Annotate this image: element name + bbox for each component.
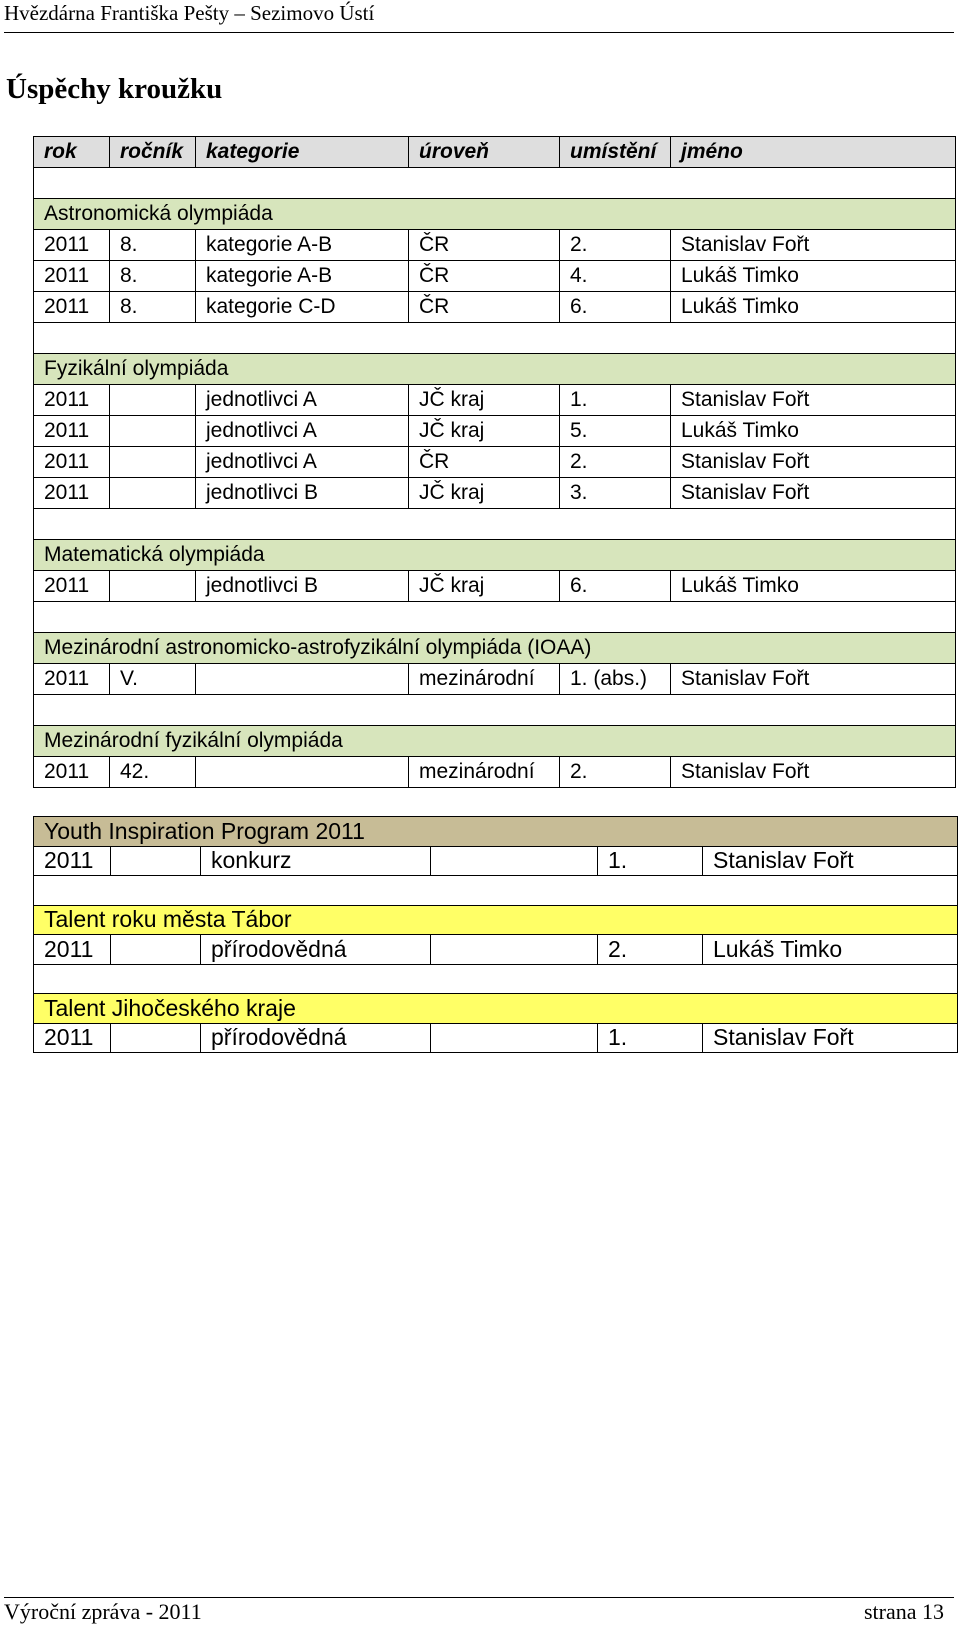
footer-rule xyxy=(4,1597,954,1598)
cell-name: Stanislav Fořt xyxy=(671,757,956,788)
spacer-row xyxy=(34,509,956,540)
spacer-row xyxy=(34,323,956,354)
table-row xyxy=(34,571,956,602)
table-header-row xyxy=(34,137,956,168)
cell-place: 4. xyxy=(560,261,671,292)
cell-name: Lukáš Timko xyxy=(671,292,956,323)
cell-year: 2011 xyxy=(34,261,110,292)
cell-name: Stanislav Fořt xyxy=(671,447,956,478)
cell-level: ČR xyxy=(409,230,560,261)
spacer-row xyxy=(34,876,958,906)
cell-grade xyxy=(110,447,196,478)
award-header-row xyxy=(34,817,958,847)
cell-name: Stanislav Fořt xyxy=(671,478,956,509)
cell-grade xyxy=(110,478,196,509)
column-header: úroveň xyxy=(409,137,560,168)
cell-level: ČR xyxy=(409,261,560,292)
cell-name: Stanislav Fořt xyxy=(671,230,956,261)
section-title: Mezinárodní fyzikální olympiáda xyxy=(34,726,956,757)
section-header-row xyxy=(34,540,956,571)
cell-level: JČ kraj xyxy=(409,571,560,602)
cell-year: 2011 xyxy=(34,230,110,261)
footer-page-number: strana 13 xyxy=(863,1599,944,1624)
cell-category: konkurz xyxy=(201,846,431,876)
table-row xyxy=(34,385,956,416)
cell-grade: V. xyxy=(110,664,196,695)
cell-year: 2011 xyxy=(34,935,111,965)
table-row xyxy=(34,292,956,323)
table-row xyxy=(34,935,958,965)
cell-place: 2. xyxy=(560,230,671,261)
cell-level: JČ kraj xyxy=(409,416,560,447)
cell-category: kategorie A-B xyxy=(196,230,409,261)
awards-table xyxy=(33,816,958,1053)
cell-name: Stanislav Fořt xyxy=(703,1023,958,1053)
cell-grade xyxy=(110,571,196,602)
table-row xyxy=(34,478,956,509)
cell-level: JČ kraj xyxy=(409,478,560,509)
cell-place: 1. xyxy=(598,846,703,876)
award-header-row xyxy=(34,905,958,935)
table-row xyxy=(34,416,956,447)
cell-grade xyxy=(111,935,201,965)
cell-category: jednotlivci B xyxy=(196,478,409,509)
cell-place: 2. xyxy=(598,935,703,965)
cell-name: Stanislav Fořt xyxy=(671,385,956,416)
cell-year: 2011 xyxy=(34,757,110,788)
cell-name: Lukáš Timko xyxy=(671,416,956,447)
cell-name: Stanislav Fořt xyxy=(703,846,958,876)
cell-grade xyxy=(111,1023,201,1053)
cell-place: 1. xyxy=(598,1023,703,1053)
spacer-row xyxy=(34,602,956,633)
spacer-row xyxy=(34,695,956,726)
award-title: Talent roku města Tábor xyxy=(34,905,958,935)
section-header-row xyxy=(34,726,956,757)
section-title: Astronomická olympiáda xyxy=(34,199,956,230)
cell-name: Stanislav Fořt xyxy=(671,664,956,695)
cell-year: 2011 xyxy=(34,385,110,416)
section-header-row xyxy=(34,354,956,385)
cell-name: Lukáš Timko xyxy=(671,261,956,292)
cell-place: 2. xyxy=(560,447,671,478)
section-title: Matematická olympiáda xyxy=(34,540,956,571)
cell-year: 2011 xyxy=(34,846,111,876)
achievements-table xyxy=(33,136,956,788)
cell-year: 2011 xyxy=(34,416,110,447)
section-header-row xyxy=(34,199,956,230)
table-row xyxy=(34,757,956,788)
page-header-title: Hvězdárna Františka Pešty – Sezimovo Ústí xyxy=(4,1,375,25)
cell-category: jednotlivci A xyxy=(196,447,409,478)
cell-level: mezinárodní xyxy=(409,664,560,695)
table-row xyxy=(34,1023,958,1053)
section-header-row xyxy=(34,633,956,664)
cell-place: 6. xyxy=(560,292,671,323)
cell-category: jednotlivci A xyxy=(196,416,409,447)
table-row xyxy=(34,846,958,876)
cell-name: Lukáš Timko xyxy=(703,935,958,965)
award-title: Talent Jihočeského kraje xyxy=(34,994,958,1024)
cell-place: 3. xyxy=(560,478,671,509)
award-header-row xyxy=(34,994,958,1024)
cell-grade: 42. xyxy=(110,757,196,788)
cell-year: 2011 xyxy=(34,571,110,602)
cell-level: ČR xyxy=(409,292,560,323)
spacer-row xyxy=(34,964,958,994)
cell-year: 2011 xyxy=(34,292,110,323)
spacer-row xyxy=(34,168,956,199)
cell-category: přírodovědná xyxy=(201,935,431,965)
cell-level: JČ kraj xyxy=(409,385,560,416)
column-header: kategorie xyxy=(196,137,409,168)
cell-year: 2011 xyxy=(34,447,110,478)
cell-category: kategorie A-B xyxy=(196,261,409,292)
cell-grade xyxy=(110,416,196,447)
cell-category: jednotlivci A xyxy=(196,385,409,416)
cell-grade: 8. xyxy=(110,261,196,292)
footer-report-title: Výroční zpráva - 2011 xyxy=(4,1599,202,1624)
cell-year: 2011 xyxy=(34,664,110,695)
cell-category xyxy=(196,664,409,695)
column-header: rok xyxy=(34,137,110,168)
cell-grade: 8. xyxy=(110,292,196,323)
cell-year: 2011 xyxy=(34,478,110,509)
cell-level xyxy=(431,935,598,965)
table-row xyxy=(34,230,956,261)
cell-level xyxy=(431,1023,598,1053)
cell-grade: 8. xyxy=(110,230,196,261)
column-header: jméno xyxy=(671,137,956,168)
section-title: Mezinárodní astronomicko-astrofyzikální olympiáda (IOAA) xyxy=(34,633,956,664)
cell-level: ČR xyxy=(409,447,560,478)
cell-place: 5. xyxy=(560,416,671,447)
cell-grade xyxy=(111,846,201,876)
cell-level: mezinárodní xyxy=(409,757,560,788)
page-title: Úspěchy kroužku xyxy=(6,73,223,105)
cell-category: kategorie C-D xyxy=(196,292,409,323)
cell-place: 2. xyxy=(560,757,671,788)
header-rule xyxy=(4,32,954,33)
award-title: Youth Inspiration Program 2011 xyxy=(34,817,958,847)
cell-category xyxy=(196,757,409,788)
table-row xyxy=(34,261,956,292)
cell-year: 2011 xyxy=(34,1023,111,1053)
table-row xyxy=(34,664,956,695)
cell-grade xyxy=(110,385,196,416)
cell-category: jednotlivci B xyxy=(196,571,409,602)
cell-category: přírodovědná xyxy=(201,1023,431,1053)
cell-place: 1. xyxy=(560,385,671,416)
cell-place: 6. xyxy=(560,571,671,602)
cell-name: Lukáš Timko xyxy=(671,571,956,602)
cell-level xyxy=(431,846,598,876)
column-header: umístění xyxy=(560,137,671,168)
section-title: Fyzikální olympiáda xyxy=(34,354,956,385)
cell-place: 1. (abs.) xyxy=(560,664,671,695)
table-row xyxy=(34,447,956,478)
column-header: ročník xyxy=(110,137,196,168)
